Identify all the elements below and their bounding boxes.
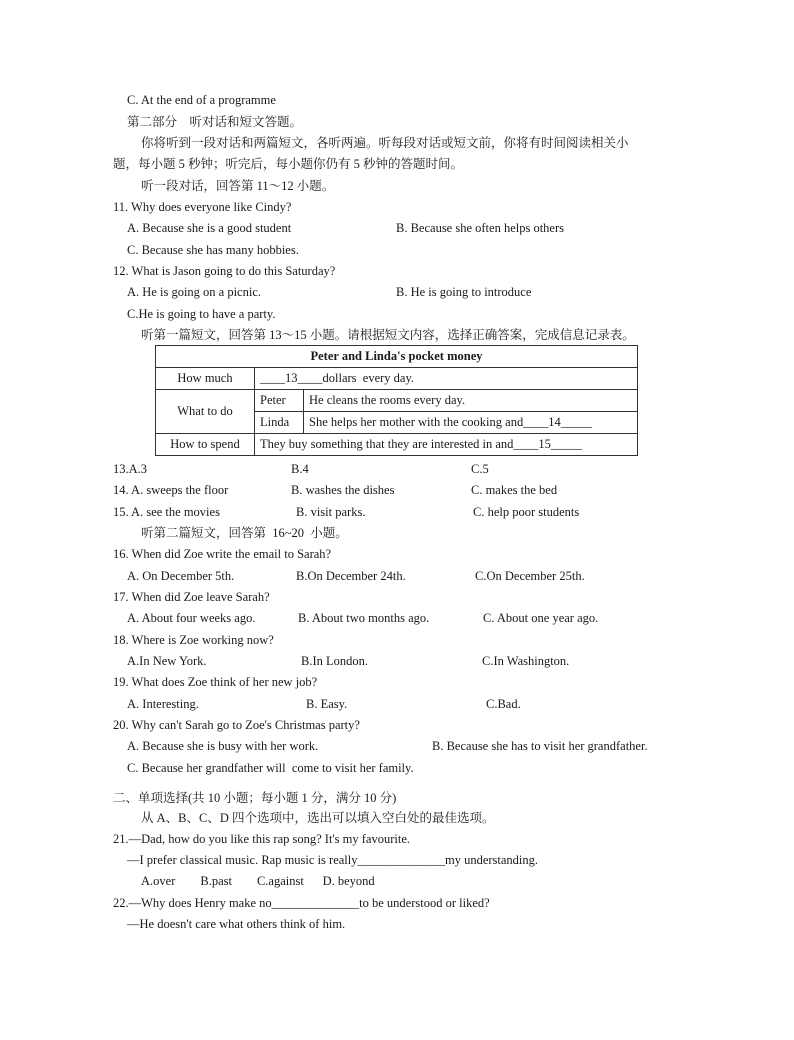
question-22: 22.—Why does Henry make no______________to be understood or liked? — [113, 896, 490, 910]
part-2-instruction: 从 A、B、C、D 四个选项中，选出可以填入空白处的最佳选项。 — [141, 811, 495, 825]
info-record-table — [155, 345, 638, 456]
question-21: 21.—Dad, how do you like this rap song? It's my favourite. — [113, 832, 410, 846]
how-much-label: How much — [156, 368, 255, 390]
linda-value: She helps her mother with the cooking and____14_____ — [304, 412, 638, 434]
passage-1-instruction: 听第一篇短文，回答第 13～15 小题。请根据短文内容，选择正确答案，完成信息记录表。 — [141, 328, 635, 342]
question-20: 20. Why can't Sarah go to Zoe's Christmas party? — [113, 718, 360, 732]
how-to-spend-label: How to spend — [156, 434, 255, 456]
how-much-value: ____13____dollars every day. — [255, 368, 638, 390]
option-16b: B.On December 24th. — [296, 569, 406, 583]
table-title: Peter and Linda's pocket money — [156, 346, 638, 368]
passage-2-instruction: 听第二篇短文，回答第 16~20 小题。 — [141, 526, 348, 540]
option-13a: 13.A.3 — [113, 462, 148, 476]
how-to-spend-value: They buy something that they are interested in and____15_____ — [255, 434, 638, 456]
option-18b: B.In London. — [301, 654, 369, 668]
option-10c: C. At the end of a programme — [127, 93, 276, 107]
peter-value: He cleans the rooms every day. — [304, 390, 638, 412]
option-19a: A. Interesting. — [127, 697, 199, 711]
question-21-options: A.over B.past C.against D. beyond — [141, 874, 375, 888]
question-22-reply: —He doesn't care what others think of him. — [127, 917, 346, 931]
option-17b: B. About two months ago. — [298, 611, 430, 625]
option-12c: C.He is going to have a party. — [127, 307, 276, 321]
question-21-reply: —I prefer classical music. Rap music is really______________my understanding. — [127, 853, 539, 867]
question-11: 11. Why does everyone like Cindy? — [113, 200, 292, 214]
option-18a: A.In New York. — [127, 654, 207, 668]
option-18c: C.In Washington. — [482, 654, 570, 668]
option-11b: B. Because she often helps others — [396, 221, 565, 235]
part-2-heading: 二、单项选择(共 10 小题；每小题 1 分，满分 10 分) — [113, 791, 397, 805]
option-15b: B. visit parks. — [296, 505, 366, 519]
option-19b: B. Easy. — [306, 697, 348, 711]
option-17a: A. About four weeks ago. — [127, 611, 256, 625]
option-20a: A. Because she is busy with her work. — [127, 739, 319, 753]
option-13c: C.5 — [471, 462, 489, 476]
option-12a: A. He is going on a picnic. — [127, 285, 262, 299]
dialogue-instruction: 听一段对话，回答第 11～12 小题。 — [141, 179, 335, 193]
question-19: 19. What does Zoe think of her new job? — [113, 675, 318, 689]
option-17c: C. About one year ago. — [483, 611, 599, 625]
option-16c: C.On December 25th. — [475, 569, 585, 583]
option-12b: B. He is going to introduce — [396, 285, 532, 299]
question-12: 12. What is Jason going to do this Saturday? — [113, 264, 336, 278]
option-14c: C. makes the bed — [471, 483, 558, 497]
question-18: 18. Where is Zoe working now? — [113, 633, 274, 647]
what-to-do-label: What to do — [156, 390, 255, 434]
question-17: 17. When did Zoe leave Sarah? — [113, 590, 270, 604]
option-16a: A. On December 5th. — [127, 569, 235, 583]
option-15a: 15. A. see the movies — [113, 505, 220, 519]
instructions-line-1: 你将听到一段对话和两篇短文，各听两遍。听每段对话或短文前，你将有时间阅读相关小 — [141, 136, 629, 150]
linda-label: Linda — [255, 412, 304, 434]
option-11a: A. Because she is a good student — [127, 221, 292, 235]
option-13b: B.4 — [291, 462, 309, 476]
option-14b: B. washes the dishes — [291, 483, 395, 497]
section-2-heading: 第二部分 听对话和短文答题。 — [127, 115, 303, 129]
peter-label: Peter — [255, 390, 304, 412]
option-11c: C. Because she has many hobbies. — [127, 243, 299, 257]
option-20b: B. Because she has to visit her grandfather. — [432, 739, 648, 753]
option-20c: C. Because her grandfather will come to visit her family. — [127, 761, 414, 775]
option-19c: C.Bad. — [486, 697, 521, 711]
instructions-line-2: 题，每小题 5 秒钟；听完后，每小题你仍有 5 秒钟的答题时间。 — [113, 157, 464, 171]
option-14a: 14. A. sweeps the floor — [113, 483, 229, 497]
option-15c: C. help poor students — [473, 505, 580, 519]
question-16: 16. When did Zoe write the email to Sarah? — [113, 547, 332, 561]
